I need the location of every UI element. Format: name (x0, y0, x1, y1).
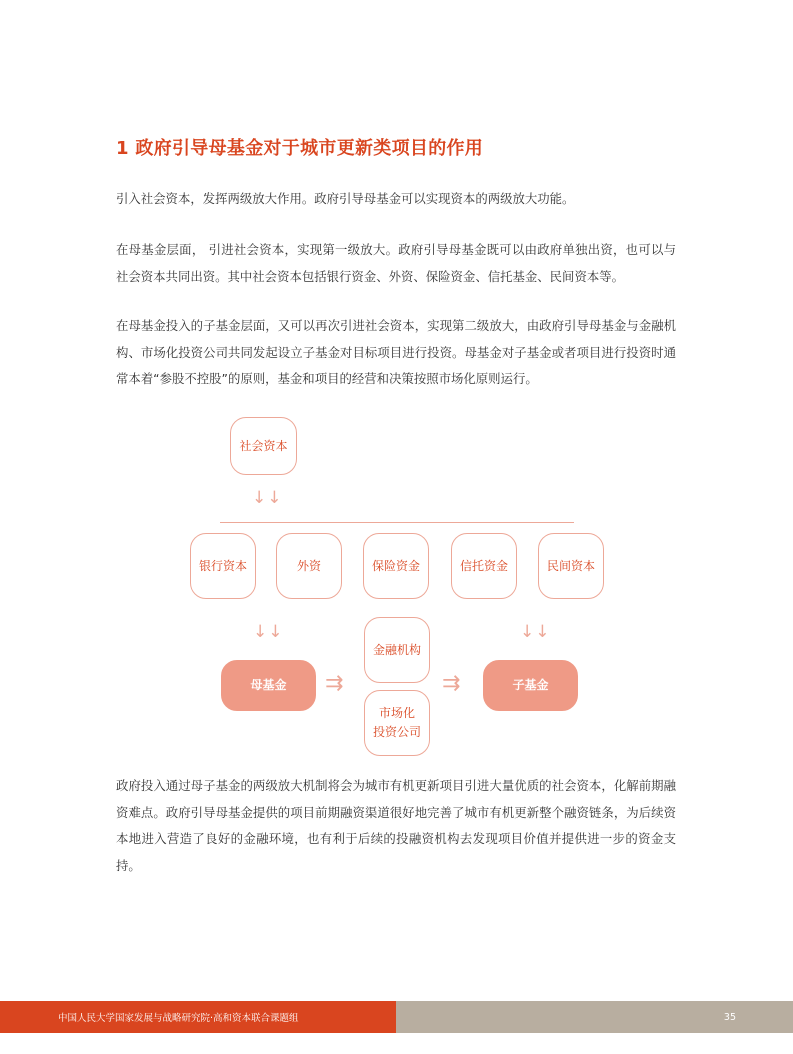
source-box-insurance: 保险资金 (363, 533, 429, 599)
down-arrows-left-icon: ↓↓ (253, 622, 284, 642)
paragraph-3: 在母基金投入的子基金层面，又可以再次引进社会资本，实现第二级放大，由政府引导母基金与金融机构、市场化投资公司共同发起设立子基金对目标项目进行投资。母基金对子基金或者项目进行投资时通常本着“参股不控股”的原则，基金和项目的经营和决策按照市场化原则运行。 (116, 318, 676, 386)
right-arrows-left-icon: ⇉ (325, 671, 345, 696)
child-fund-box: 子基金 (483, 660, 578, 711)
right-arrows-right-icon: ⇉ (442, 671, 462, 696)
source-box-foreign: 外资 (276, 533, 342, 599)
paragraph-2: 在母基金层面， 引进社会资本，实现第一级放大。政府引导母基金既可以由政府单独出资，也可以与社会资本共同出资。其中社会资本包括银行资金、外资、保险资金、信托基金、民间资本等。 (116, 242, 676, 284)
source-box-bank: 银行资本 (190, 533, 256, 599)
paragraph-4: 政府投入通过母子基金的两级放大机制将会为城市有机更新项目引进大量优质的社会资本，化解前期融资难点。政府引导母基金提供的项目前期融资渠道很好地完善了城市有机更新整个融资链条，为后续资本地进入营造了良好的金融环境，也有利于后续的投融资机构去发现项目价值并提供进一步的资金支持。 (116, 778, 676, 873)
market-investment-line-2: 投资公司 (372, 725, 421, 739)
market-investment-company-box (364, 690, 430, 756)
market-investment-line-1: 市场化 (378, 706, 415, 720)
paragraph-1: 引入社会资本，发挥两级放大作用。政府引导母基金可以实现资本的两级放大功能。 (116, 191, 575, 206)
down-arrows-icon: ↓↓ (252, 488, 283, 508)
financial-institution-box: 金融机构 (364, 617, 430, 683)
footer-page-number: 35 (396, 1001, 793, 1033)
source-box-trust: 信托资金 (451, 533, 517, 599)
source-box-private: 民间资本 (538, 533, 604, 599)
divider-line-top (220, 522, 574, 523)
social-capital-box: 社会资本 (230, 417, 297, 475)
down-arrows-right-icon: ↓↓ (520, 622, 551, 642)
section-heading: 1 政府引导母基金对于城市更新类项目的作用 (116, 138, 484, 159)
footer-organization: 中国人民大学国家发展与战略研究院·高和资本联合课题组 (0, 1001, 396, 1033)
mother-fund-box: 母基金 (221, 660, 316, 711)
